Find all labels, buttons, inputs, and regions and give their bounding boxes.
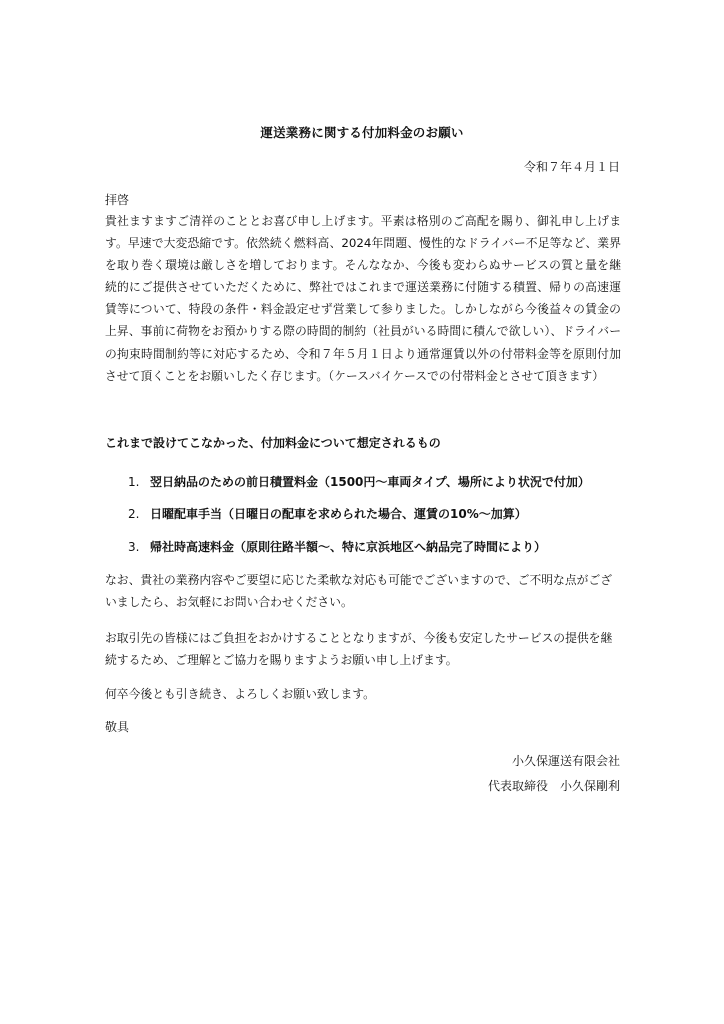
- document-date: 令和７年４月１日: [523, 160, 620, 174]
- salutation: 拝啓: [105, 193, 130, 207]
- body-paragraph: 貴社ますますご清祥のこととお喜び申し上げます。平素は格別のご高配を賜り、御礼申し上げます。早速で大変恐縮です。依然続く燃料高、2024年問題、慢性的なドライバー不足等など、業界を取り巻く環境は厳しさを増しております。そんななか、今後も変わらぬサービスの質と量を継続的にご提供させていただくために、弊社ではこれまで運送業務に付随する積置、帰りの高速運賃等について、特段の条件・料金設定せず営業して参りました。しかしながら今後益々の賃金の上昇、事前に荷物をお預かりする際の時間的制約（社員がいる時間に積んで欲しい）、ドライバーの拘束時間制約等に対応するため、令和７年５月１日より通常運賃以外の付帯料金等を原則付加させて頂くことをお願いしたく存じます。（ケースバイケースでの付帯料金とさせて頂きます）: [105, 214, 621, 383]
- list-item-text: 日曜配車手当（日曜日の配車を求められた場合、運賃の10%～加算）: [150, 507, 527, 521]
- list-item-number: 2.: [128, 507, 140, 521]
- closing: 敬具: [105, 720, 130, 734]
- company-name: 小久保運送有限会社: [511, 754, 620, 768]
- representative-name: 代表取締役 小久保剛利: [487, 779, 620, 793]
- list-item-text: 帰社時高速料金（原則往路半額～、特に京浜地区へ納品完了時間により）: [150, 540, 547, 554]
- document-title: 運送業務に関する付加料金のお願い: [260, 125, 464, 140]
- list-item: [128, 505, 527, 522]
- surcharge-subheading: これまで設けてこなかった、付加料金について想定されるもの: [105, 436, 441, 450]
- list-item: [128, 473, 590, 490]
- request-paragraph: お取引先の皆様にはご負担をおかけすることとなりますが、今後も安定したサービスの提供を継続するため、ご理解とご協力を賜りますようお願い申し上げます。: [105, 631, 613, 668]
- inquiry-paragraph: なお、貴社の業務内容やご要望に応じた柔軟な対応も可能でございますので、ご不明な点がございましたら、お気軽にお問い合わせください。: [105, 573, 613, 610]
- list-item: [128, 538, 546, 555]
- list-item-number: 1.: [128, 475, 140, 489]
- regards-paragraph: 何卒今後とも引き続き、よろしくお願い致します。: [105, 687, 375, 701]
- list-item-number: 3.: [128, 540, 140, 554]
- list-item-text: 翌日納品のための前日積置料金（1500円～車両タイプ、場所により状況で付加）: [150, 475, 590, 489]
